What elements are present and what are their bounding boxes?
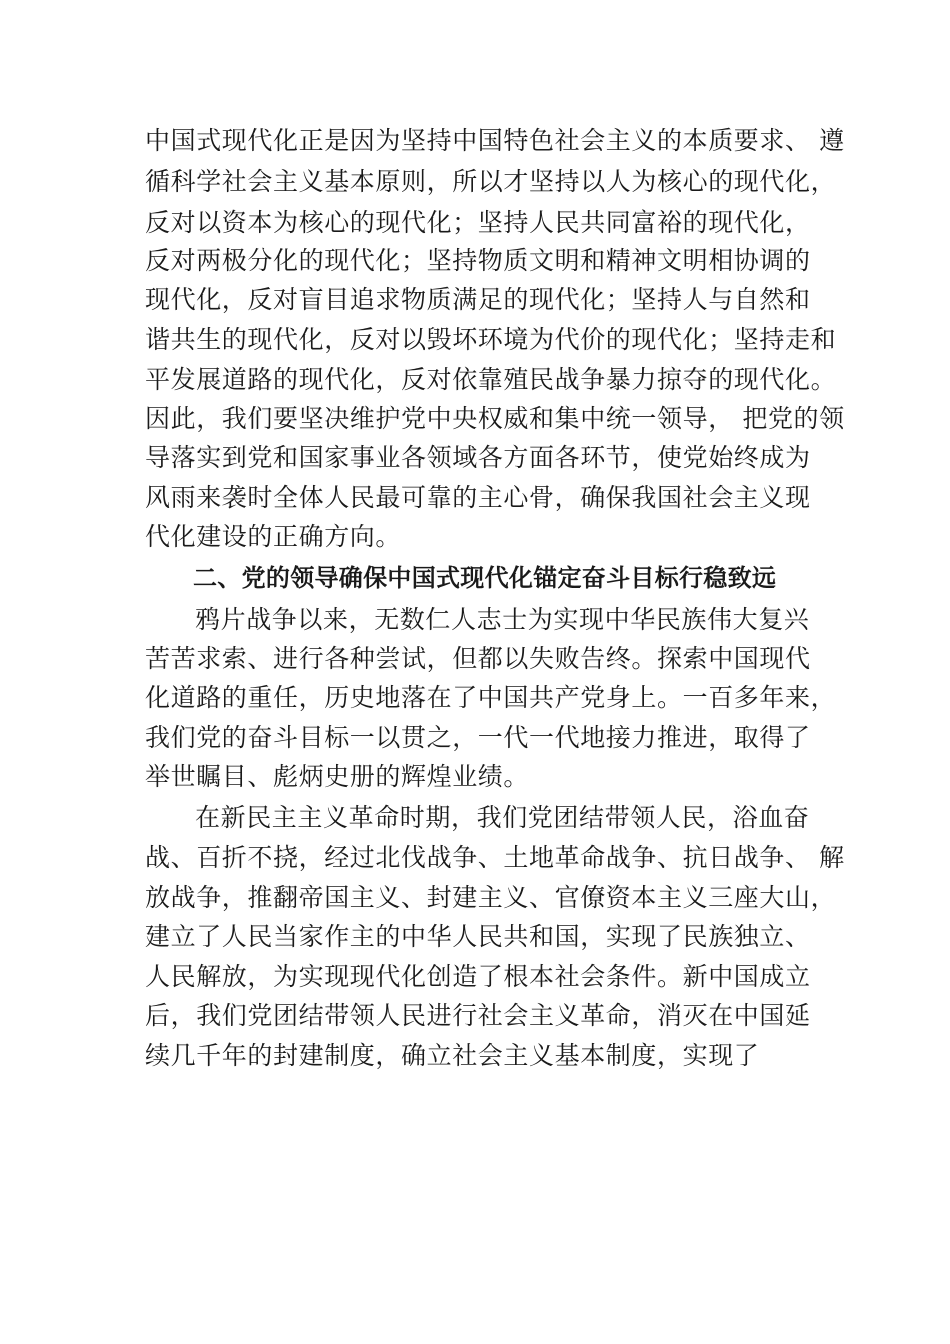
paragraph-2-line: 我们党的奋斗目标一以贯之，一代一代地接力推进，取得了 [145, 723, 811, 752]
paragraph-3-line: 战、百折不挠，经过北伐战争、土地革命战争、抗日战争、 解 [145, 843, 845, 872]
paragraph-1-line: 导落实到党和国家事业各领域各方面各环节，使党始终成为 [145, 443, 811, 472]
paragraph-1-line: 代化建设的正确方向。 [145, 522, 402, 551]
paragraph-1-line: 因此，我们要坚决维护党中央权威和集中统一领导， 把党的领 [145, 404, 845, 433]
paragraph-1-line: 谐共生的现代化，反对以毁坏环境为代价的现代化；坚持走和 [145, 325, 837, 354]
paragraph-2-line: 举世瞩目、彪炳史册的辉煌业绩。 [145, 762, 530, 791]
paragraph-3-line: 人民解放，为实现现代化创造了根本社会条件。新中国成立 [145, 962, 811, 991]
paragraph-2-line: 化道路的重任，历史地落在了中国共产党身上。一百多年来， [145, 683, 837, 712]
section-heading: 二、党的领导确保中国式现代化锚定奋斗目标行稳致远 [193, 564, 777, 592]
paragraph-1-line: 中国式现代化正是因为坚持中国特色社会主义的本质要求、 遵 [145, 126, 845, 155]
paragraph-1-line: 反对以资本为核心的现代化；坚持人民共同富裕的现代化， [145, 208, 811, 237]
paragraph-3-line: 放战争，推翻帝国主义、封建主义、官僚资本主义三座大山， [145, 883, 837, 912]
paragraph-1-line: 反对两极分化的现代化；坚持物质文明和精神文明相协调的 [145, 246, 811, 275]
paragraph-3-line: 后，我们党团结带领人民进行社会主义革命，消灭在中国延 [145, 1001, 811, 1030]
paragraph-1-line: 循科学社会主义基本原则，所以才坚持以人为核心的现代化， [145, 167, 837, 196]
paragraph-3-line: 续几千年的封建制度，确立社会主义基本制度，实现了 [145, 1041, 760, 1070]
paragraph-3-line: 建立了人民当家作主的中华人民共和国，实现了民族独立、 [145, 922, 811, 951]
paragraph-2-line: 鸦片战争以来，无数仁人志士为实现中华民族伟大复兴 [195, 605, 810, 634]
paragraph-3-line: 在新民主主义革命时期，我们党团结带领人民，浴血奋 [195, 803, 810, 832]
paragraph-1-line: 现代化，反对盲目追求物质满足的现代化；坚持人与自然和 [145, 285, 811, 314]
paragraph-2-line: 苦苦求索、进行各种尝试，但都以失败告终。探索中国现代 [145, 644, 811, 673]
paragraph-1-line: 平发展道路的现代化，反对依靠殖民战争暴力掠夺的现代化。 [145, 365, 837, 394]
paragraph-1-line: 风雨来袭时全体人民最可靠的主心骨，确保我国社会主义现 [145, 483, 811, 512]
